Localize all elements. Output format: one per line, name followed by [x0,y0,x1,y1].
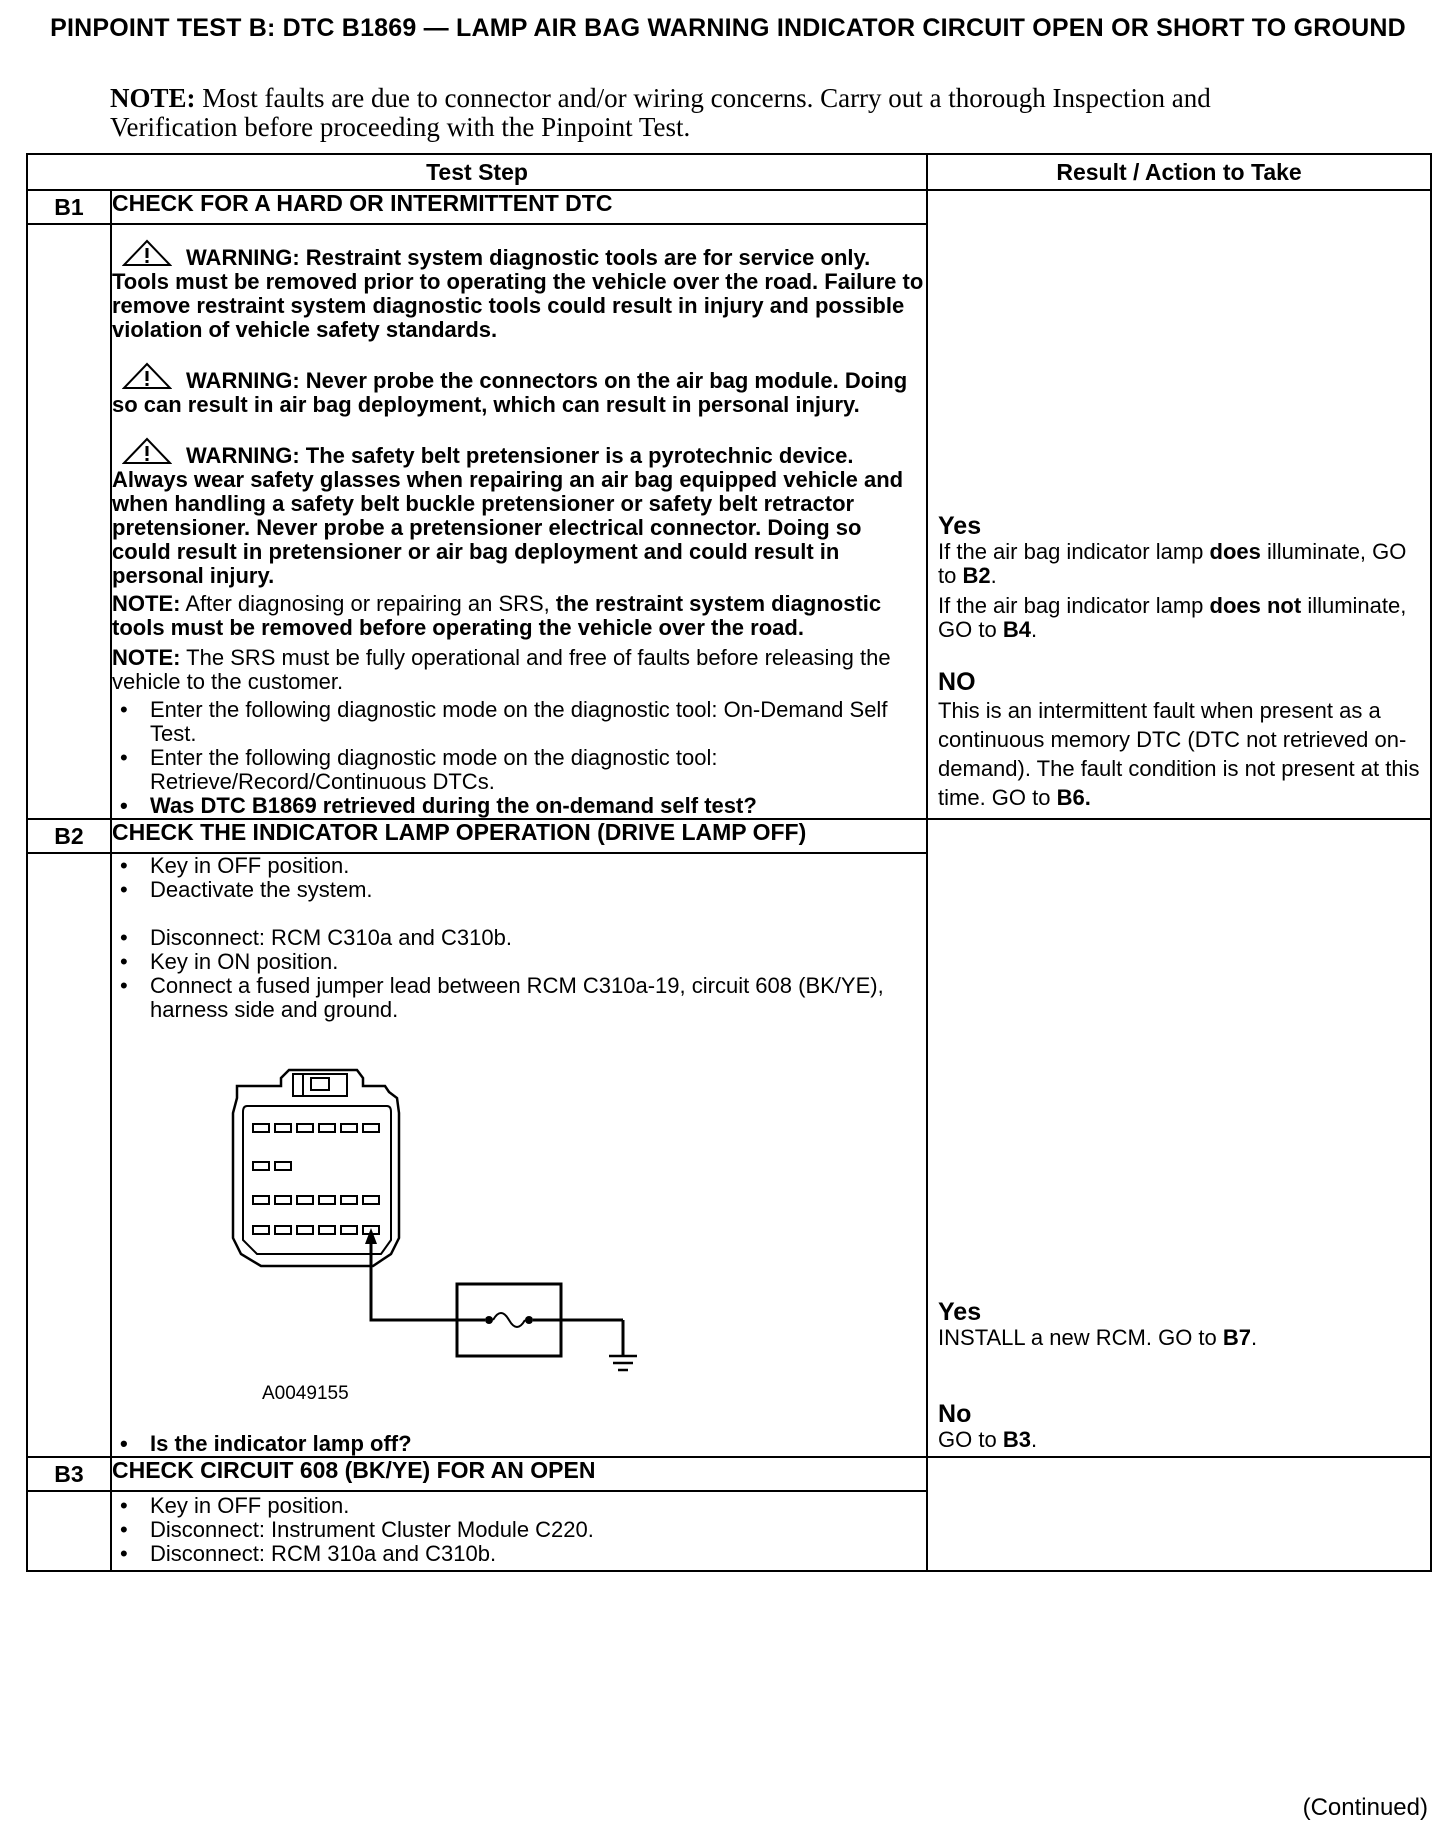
b2-step-4: • Key in ON position. [112,950,926,974]
b1-yes1-c: illuminate, GO to [938,539,1407,588]
step-b2-result [927,819,1431,1457]
step-b3-id: B3 [27,1457,111,1491]
step-b1-title-row [27,190,1431,224]
b2-no-link[interactable]: B3 [1002,1427,1031,1452]
b1-warning-2-text: WARNING: Never probe the connectors on the air bag module. Doing so can result in air bag deployment, which can result in personal injury. [112,368,908,417]
figure-id: A0049155 [262,1383,349,1404]
connector-pins [253,1124,379,1234]
b1-step-1: • Enter the following diagnostic mode on the diagnostic tool: On-Demand Self Test. [112,698,926,746]
b1-yes2-c: illuminate, GO to [938,593,1407,642]
b2-step-5: • Connect a fused jumper lead between RCM C310a-19, circuit 608 (BK/YE), harness side and ground. [112,974,926,1022]
b2-step-1: • Key in OFF position. [112,854,926,878]
intro-note-text: Most faults are due to connector and/or wiring concerns. Carry out a thorough Inspection and Verification before proceeding with the Pinpoint Test. [110,83,1211,142]
b2-result-yes-text: INSTALL a new RCM. GO to B7. [938,1325,1258,1350]
b1-warning-3 [112,437,926,588]
step-b2-title-row [27,819,1431,853]
b1-note-2 [112,646,926,694]
table-header-row [27,154,1431,190]
warning-triangle-icon [122,437,172,465]
step-b2-id: B2 [27,819,111,853]
b1-step-2: • Enter the following diagnostic mode on the diagnostic tool: Retrieve/Record/Continuous DTCs. [112,746,926,794]
b1-note-2-label: NOTE: [112,645,181,670]
connector-figure [112,1022,926,1432]
b1-note-1-b: the restraint system diagnostic tools must be removed before operating the vehicle over the road. [112,591,882,640]
intro-note [110,84,1310,142]
b1-yes2-a: If the air bag indicator lamp [938,593,1204,618]
step-b1-id: B1 [27,190,111,224]
b2-step-3: • Disconnect: RCM C310a and C310b. [112,926,926,950]
jumper-wire [371,1244,457,1320]
b1-result-no: NO [938,668,976,696]
warning-triangle-icon [122,362,172,390]
b1-result-yes-line2: If the air bag indicator lamp does not illuminate, GO to B4. [938,593,1407,642]
warning-triangle-icon [122,239,172,267]
b1-yes2-link[interactable]: B4 [1002,617,1031,642]
step-b2-body [111,853,927,1457]
b2-question: • Is the indicator lamp off? [112,1432,926,1456]
page-title: PINPOINT TEST B: DTC B1869 — LAMP AIR BAG WARNING INDICATOR CIRCUIT OPEN OR SHORT TO GROUND [50,14,1406,42]
b1-no-text: This is an intermittent fault when present as a continuous memory DTC (DTC not retrieved on-demand). The fault condition is not present at this time. GO to [938,698,1420,810]
step-b1-body [111,224,927,819]
b1-warning-2 [112,362,926,417]
step-b3-title-row [27,1457,1431,1491]
b2-no-text: GO to [938,1427,997,1452]
b2-result-no-text: GO to B3. [938,1427,1038,1452]
probe-arrow-icon [365,1228,377,1244]
step-b3-title: CHECK CIRCUIT 608 (BK/YE) FOR AN OPEN [111,1457,927,1491]
step-b3-id-spacer [27,1491,111,1571]
b1-note-2-text: The SRS must be fully operational and free of faults before releasing the vehicle to the customer. [112,645,891,694]
b1-warning-1-text: WARNING: Restraint system diagnostic tools are for service only. Tools must be removed prior to operating the vehicle over the road. Failure to remove restraint system diagnostic tools could result in injury and possible violation of vehicle safety standards. [112,245,924,342]
pinpoint-table [26,153,1432,1572]
step-b1-title: CHECK FOR A HARD OR INTERMITTENT DTC [111,190,927,224]
b2-step-2: • Deactivate the system. [112,878,926,902]
b1-no-link[interactable]: B6. [1056,785,1091,810]
step-b3-body [111,1491,927,1571]
step-b1-result [927,190,1431,819]
continued-label: (Continued) [1302,1794,1428,1821]
b3-step-2: • Disconnect: Instrument Cluster Module C220. [112,1518,926,1542]
intro-note-label: NOTE: [110,83,196,113]
b1-result-yes: Yes [938,512,982,540]
ground-icon [609,1356,637,1370]
b1-yes1-b: does [1209,539,1261,564]
rcm-connector-diagram [217,1058,717,1398]
b3-step-3: • Disconnect: RCM 310a and C310b. [112,1542,926,1566]
b1-yes1-a: If the air bag indicator lamp [938,539,1204,564]
header-result: Result / Action to Take [927,154,1431,190]
b1-question: • Was DTC B1869 retrieved during the on-demand self test? [112,794,926,818]
b2-result-yes: Yes [938,1298,982,1326]
b3-step-1: • Key in OFF position. [112,1494,926,1518]
fuse-icon [493,1313,525,1327]
b1-warning-1 [112,239,926,342]
step-b1-id-spacer [27,224,111,819]
step-b2-title: CHECK THE INDICATOR LAMP OPERATION (DRIVE LAMP OFF) [111,819,927,853]
b1-result-yes-line1: If the air bag indicator lamp does illuminate, GO to B2. [938,539,1407,588]
b1-note-1-a: After diagnosing or repairing an SRS, [185,591,550,616]
b1-note-1-label: NOTE: [112,591,181,616]
step-b3-result [927,1457,1431,1571]
header-test-step: Test Step [27,154,927,190]
b1-warning-3-text: WARNING: The safety belt pretensioner is a pyrotechnic device. Always wear safety glasses when repairing an air bag equipped vehicle and when handling a safety belt buckle pretensioner or safety belt retractor pretensioner. Never probe a pretensioner electrical connector. Doing so could result in pretensioner or air bag deployment and could result in personal injury. [112,443,904,588]
b2-result-no: No [938,1400,972,1428]
b1-yes1-link[interactable]: B2 [962,563,991,588]
b2-yes-text: INSTALL a new RCM. GO to [938,1325,1217,1350]
step-b2-id-spacer [27,853,111,1457]
b1-result-no-text [938,696,1420,812]
b1-yes2-b: does not [1209,593,1302,618]
b2-yes-link[interactable]: B7 [1222,1325,1252,1350]
b1-note-1 [112,592,926,640]
